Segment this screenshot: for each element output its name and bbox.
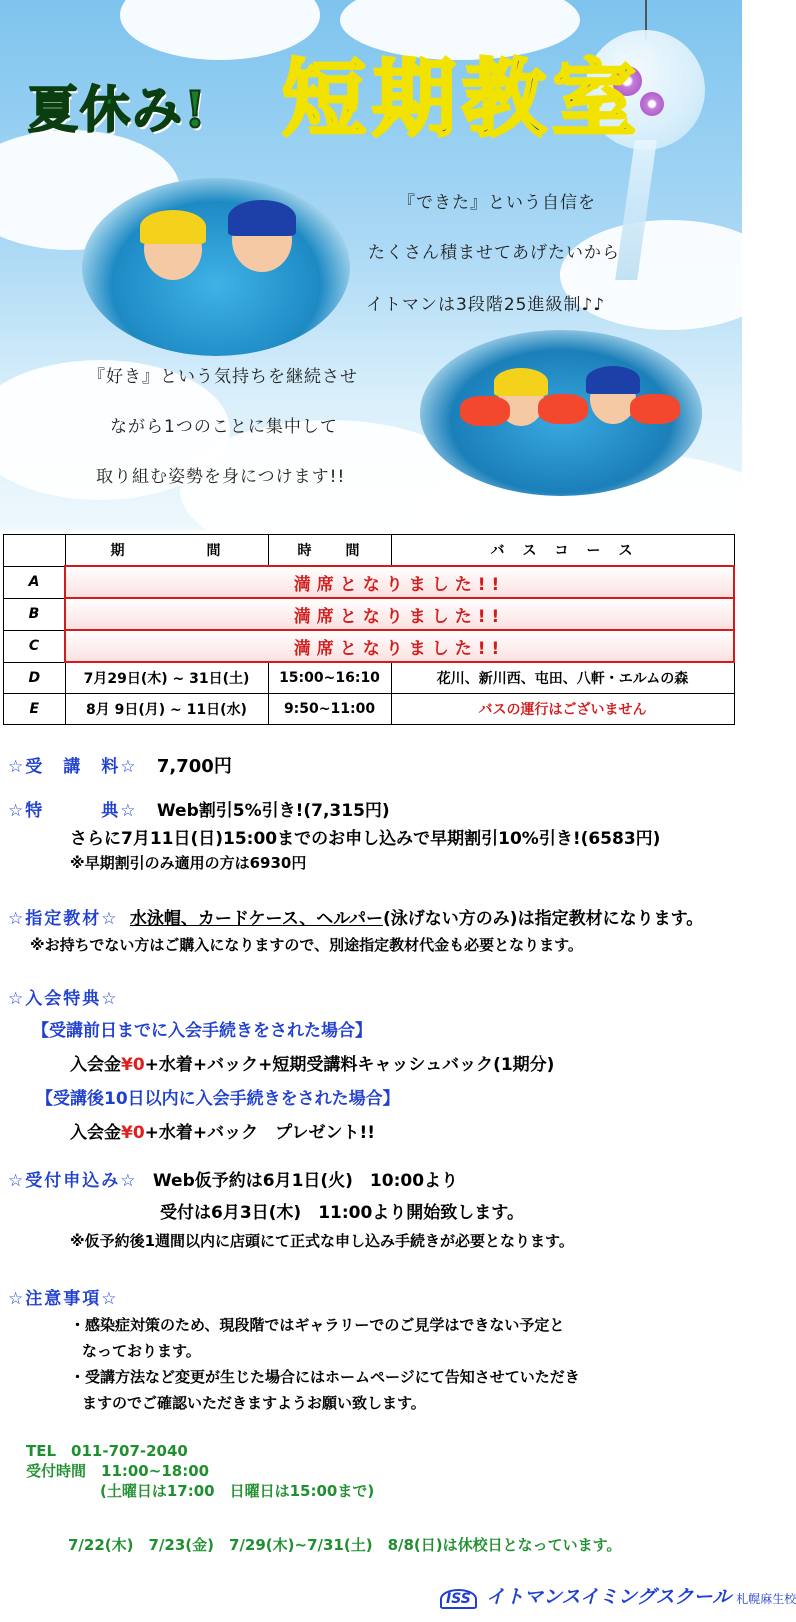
join-case-1-benefits: +水着+バック+短期受講料キャッシュバック(1期分) [144,1055,555,1075]
materials-items: 水泳帽、カードケース、ヘルパー [129,909,384,929]
fee-label: ☆受 講 料☆ [8,757,138,777]
benefit-line-2: さらに7月11日(日)15:00までのお申し込みで早期割引10%引き!(6583円) [70,829,661,849]
join-label: ☆入会特典☆ [8,989,119,1009]
schedule-table [3,534,735,725]
reception-section [8,1166,458,1191]
join-fee-zero: ¥0 [121,1123,145,1143]
hero-line-right-2: たくさん積ませてあげたいから [368,243,620,263]
table-row [4,694,735,725]
period-cell: 8月 9日(月) ~ 11日(水) [65,694,268,725]
materials-section [8,904,703,929]
note-1a: ・感染症対策のため、現段階ではギャラリーでのご見学はできない予定と [70,1316,565,1334]
title-summer: 夏休み! [28,80,208,139]
row-label: E [4,694,66,725]
time-cell: 15:00~16:10 [268,662,391,694]
closed-days: 7/22(木) 7/23(金) 7/29(木)~7/31(土) 8/8(日)は休校日となっています。 [68,1536,622,1554]
school-name: イトマンスイミングスクール [485,1586,732,1608]
hero-banner [0,0,742,530]
fee-value: 7,700円 [156,756,232,777]
hero-line-right-1: 『できた』という自信を [398,193,596,213]
reception-line-2: 受付は6月3日(木) 11:00より開始致します。 [160,1203,524,1223]
header-time: 時 間 [268,535,391,567]
morning-glory-icon [640,92,664,116]
header-period: 期 間 [65,535,268,567]
header-bus-course: バ ス コ ー ス [391,535,734,567]
materials-line-2: ※お持ちでない方はご購入になりますので、別途指定教材代金も必要となります。 [30,936,583,954]
benefit-line-3: ※早期割引のみ適用の方は6930円 [70,854,307,872]
benefit-label: ☆特 典☆ [8,801,138,821]
join-case-2-detail [70,1118,375,1143]
contact-tel: TEL 011-707-2040 [26,1442,188,1460]
time-cell: 9:50~11:00 [268,694,391,725]
materials-label: ☆指定教材☆ [8,909,119,929]
bus-cell: バスの運行はございません [391,694,734,725]
reception-label: ☆受付申込み☆ [8,1171,138,1191]
table-row [4,662,735,694]
table-header-row [4,535,735,567]
table-row [4,566,735,598]
hero-line-left-2: ながら1つのことに集中して [110,417,338,437]
full-notice: 満席となりました!! [65,630,734,662]
row-label: A [4,566,66,598]
contact-hours-note: (土曜日は17:00 日曜日は15:00まで) [100,1482,375,1500]
join-fee-zero: ¥0 [121,1055,145,1075]
benefit-line-1: Web割引5%引き!(7,315円) [156,801,390,821]
row-label: B [4,598,66,630]
full-notice: 満席となりました!! [65,598,734,630]
join-case-2-benefits: +水着+バック プレゼント!! [144,1123,375,1143]
title-short-course: 短期教室 [282,49,643,148]
join-case-1: 【受講前日までに入会手続きをされた場合】 [32,1021,372,1041]
bus-cell: 花川、新川西、屯田、八軒・エルムの森 [391,662,734,694]
table-row [4,598,735,630]
period-cell: 7月29日(木) ~ 31日(土) [65,662,268,694]
iss-mark: ISS [440,1589,477,1609]
join-fee-text: 入会金 [70,1055,121,1075]
reception-line-1: Web仮予約は6月1日(火) 10:00より [152,1171,459,1191]
iss-logo [440,1582,796,1609]
table-row [4,630,735,662]
row-label: D [4,662,66,694]
notes-label: ☆注意事項☆ [8,1289,119,1309]
reception-line-3: ※仮予約後1週間以内に店頭にて正式な申し込み手続きが必要となります。 [70,1232,574,1250]
branch-name: 札幌麻生校 [736,1592,796,1606]
fee-section [8,752,232,778]
row-label: C [4,630,66,662]
contact-hours: 受付時間 11:00~18:00 [26,1462,210,1480]
full-notice: 満席となりました!! [65,566,734,598]
join-case-2: 【受講後10日以内に入会手続きをされた場合】 [36,1089,400,1109]
note-2b: ますのでご確認いただきますようお願い致します。 [82,1394,426,1412]
hero-line-right-3: イトマンは3段階25進級制♪♪ [366,295,606,315]
hero-line-left-1: 『好き』という気持ちを継続させ [88,367,358,387]
hero-line-left-3: 取り組む姿勢を身につけます!! [96,467,346,487]
photo-kids-pool-1 [82,178,350,356]
note-2a: ・受講方法など変更が生じた場合にはホームページにて告知させていただき [70,1368,580,1386]
join-fee-text: 入会金 [70,1123,121,1143]
materials-note: (泳げない方のみ)は指定教材になります。 [383,909,704,929]
join-case-1-detail [70,1050,554,1075]
benefit-section [8,796,390,821]
photo-kids-pool-2 [420,330,702,496]
note-1b: なっております。 [82,1342,201,1360]
